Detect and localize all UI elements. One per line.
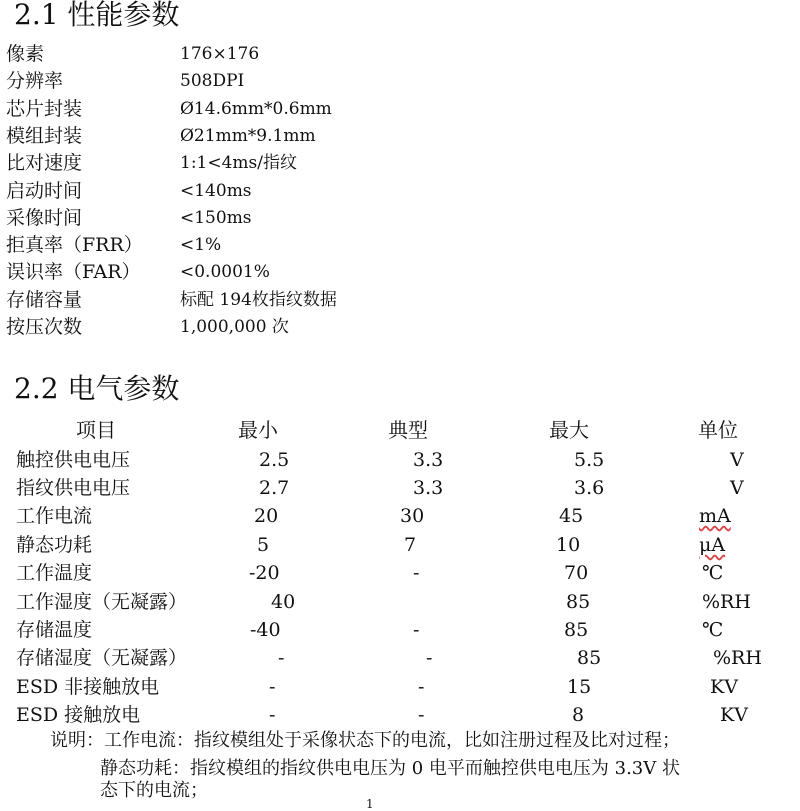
page-number: 1 — [366, 797, 374, 811]
row-unit: V — [730, 477, 744, 499]
perf-label: 误识率（FAR） — [6, 261, 141, 283]
perf-label: 按压次数 — [6, 316, 83, 338]
perf-value: Ø21mm*9.1mm — [180, 126, 316, 146]
perf-value: <140ms — [180, 181, 252, 201]
perf-label: 启动时间 — [6, 180, 83, 202]
perf-label: 像素 — [6, 43, 45, 65]
row-item: 触控供电电压 — [16, 449, 131, 471]
row-max: 10 — [556, 534, 581, 556]
row-max: 70 — [564, 562, 589, 584]
row-unit: ℃ — [702, 619, 724, 641]
row-unit: KV — [720, 704, 748, 726]
perf-value: <0.0001% — [180, 262, 270, 282]
row-unit: μA — [699, 534, 726, 556]
perf-value: Ø14.6mm*0.6mm — [180, 99, 332, 119]
row-typ: - — [418, 676, 425, 698]
perf-value: 1,000,000 次 — [180, 317, 289, 337]
header-min: 最小 — [238, 418, 278, 442]
row-max: 3.6 — [574, 477, 605, 499]
row-item: 静态功耗 — [16, 534, 93, 556]
row-unit: ℃ — [702, 562, 724, 584]
row-item: 存储湿度（无凝露） — [16, 647, 188, 669]
row-typ: - — [413, 619, 420, 641]
perf-value: <1% — [180, 235, 222, 255]
row-typ: - — [418, 704, 425, 726]
row-item: ESD 非接触放电 — [16, 676, 160, 698]
row-item: ESD 接触放电 — [16, 704, 141, 726]
perf-label: 模组封装 — [6, 125, 83, 147]
row-min: 20 — [254, 505, 279, 527]
row-typ: - — [426, 647, 433, 669]
row-unit: V — [730, 449, 744, 471]
row-min: - — [269, 676, 276, 698]
perf-value: 508DPI — [180, 71, 245, 91]
section-title-electrical: 2.2 电气参数 — [14, 372, 180, 405]
row-max: 85 — [577, 647, 602, 669]
perf-label: 芯片封装 — [6, 98, 83, 120]
perf-label: 存储容量 — [6, 289, 83, 311]
row-typ: 3.3 — [413, 477, 444, 499]
row-typ: 7 — [404, 534, 417, 556]
perf-value: 1:1<4ms/指纹 — [180, 153, 297, 173]
perf-label: 分辨率 — [6, 70, 64, 92]
row-typ: 30 — [400, 505, 425, 527]
row-min: 5 — [257, 534, 270, 556]
row-min: 2.7 — [259, 477, 290, 499]
perf-value: <150ms — [180, 208, 252, 228]
row-typ: - — [413, 562, 420, 584]
row-min: 2.5 — [259, 449, 290, 471]
row-max: 15 — [567, 676, 592, 698]
row-min: -20 — [249, 562, 280, 584]
row-max: 45 — [559, 505, 584, 527]
note-working-current: 说明：工作电流：指纹模组处于采像状态下的电流，比如注册过程及比对过程； — [50, 730, 680, 751]
row-max: 8 — [572, 704, 585, 726]
section-title-performance: 2.1 性能参数 — [14, 0, 180, 31]
row-min: 40 — [271, 591, 296, 613]
row-item: 指纹供电电压 — [16, 477, 131, 499]
perf-label: 比对速度 — [6, 152, 83, 174]
perf-label: 采像时间 — [6, 207, 83, 229]
row-unit: %RH — [713, 647, 762, 669]
row-min: - — [269, 704, 276, 726]
row-max: 85 — [566, 591, 591, 613]
header-max: 最大 — [549, 418, 589, 442]
row-max: 5.5 — [574, 449, 605, 471]
header-item: 项目 — [76, 418, 116, 442]
note-static-power-cont: 态下的电流； — [100, 780, 208, 801]
row-min: - — [278, 647, 285, 669]
perf-value: 标配 194枚指纹数据 — [180, 290, 337, 310]
header-typ: 典型 — [388, 418, 428, 442]
perf-value: 176×176 — [180, 44, 260, 64]
row-unit: KV — [710, 676, 738, 698]
row-unit: %RH — [702, 591, 751, 613]
row-item: 存储温度 — [16, 619, 93, 641]
header-unit: 单位 — [698, 418, 738, 442]
row-typ: 3.3 — [413, 449, 444, 471]
row-item: 工作湿度（无凝露） — [16, 591, 188, 613]
row-item: 工作温度 — [16, 562, 93, 584]
note-static-power: 静态功耗：指纹模组的指纹供电电压为 0 电平而触控供电电压为 3.3V 状 — [100, 758, 680, 779]
row-unit: mA — [699, 505, 731, 527]
row-max: 85 — [564, 619, 589, 641]
perf-label: 拒真率（FRR） — [6, 234, 143, 256]
row-item: 工作电流 — [16, 505, 93, 527]
row-min: -40 — [250, 619, 281, 641]
